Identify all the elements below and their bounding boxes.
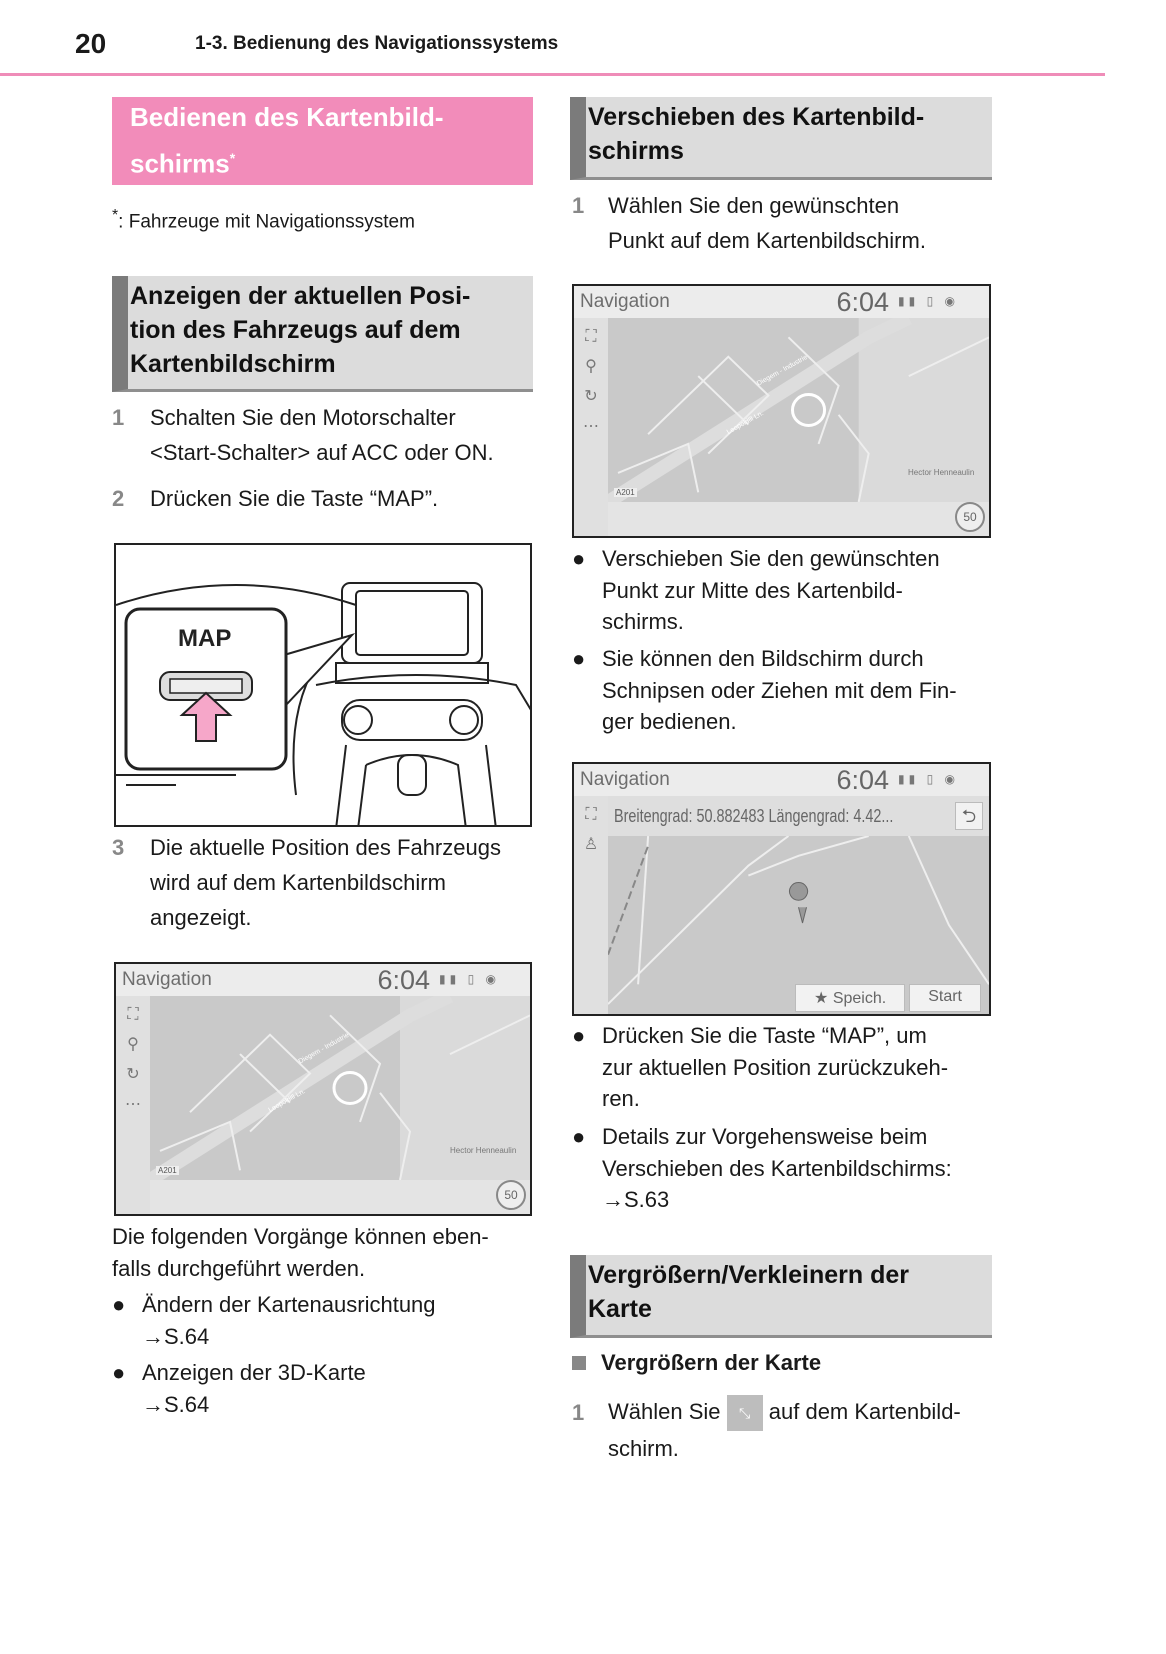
footnote-marker: * <box>112 207 119 224</box>
bullet-icon: ● <box>572 646 586 671</box>
status-icons: ▮▮ ▯ ◉ <box>898 772 959 786</box>
para-line: Die folgenden Vorgänge können eben- <box>112 1224 489 1249</box>
step-line: <Start-Schalter> auf ACC oder ON. <box>150 440 494 465</box>
more-icon[interactable]: ⋯ <box>125 1096 141 1113</box>
orientation-icon[interactable]: ↻ <box>126 1066 140 1083</box>
svg-text:Diegem - Industrie: Diegem - Industrie <box>297 1031 351 1066</box>
bullet-line: ger bedienen. <box>602 709 737 734</box>
expand-icon[interactable]: ⛶ <box>127 1006 139 1023</box>
map-button-label: MAP <box>178 625 232 652</box>
step-line: Schalten Sie den Motorschalter <box>150 405 456 430</box>
chapter-title: 1-3. Bedienung des Navigationssystems <box>195 33 559 54</box>
bullet-icon: ● <box>572 1023 586 1048</box>
bullet-line: schirms. <box>602 609 684 634</box>
nav-clock: 6:04 <box>377 965 430 995</box>
navigation-screen-scrolled <box>572 762 991 1016</box>
page-reference-link[interactable]: →S.64 <box>142 1323 210 1349</box>
step-text-part: Wählen Sie <box>608 1399 721 1424</box>
step-text: Drücken Sie die Taste “MAP”. <box>150 486 439 511</box>
step-number: 2 <box>112 486 125 511</box>
start-button[interactable]: Start <box>909 984 981 1012</box>
step-text <box>150 830 501 935</box>
svg-text:Diegem - Industrie: Diegem - Industrie <box>755 353 809 388</box>
bullet-line: Ändern der Kartenausrichtung <box>142 1292 436 1317</box>
step-number: 3 <box>112 835 125 860</box>
expand-icon[interactable]: ⛶ <box>585 328 597 345</box>
step-number: 1 <box>572 193 585 218</box>
dashboard-drawing <box>116 545 532 827</box>
step-text <box>608 1394 961 1466</box>
search-icon[interactable]: ⚲ <box>127 1036 139 1053</box>
section-title-line: Bedienen des Kartenbild- <box>130 102 444 132</box>
bullet-item <box>572 1121 952 1216</box>
step-text <box>608 188 926 258</box>
map-action-buttons <box>795 984 981 1012</box>
nav-clock: 6:04 <box>836 287 889 317</box>
heading-line: Vergrößern/Verkleinern der <box>588 1261 909 1289</box>
footnote <box>112 207 415 233</box>
footnote-text: : Fahrzeuge mit Navigationssystem <box>118 211 415 233</box>
street-label: Hector Henneaulin <box>908 468 975 477</box>
para-line: falls durchgeführt werden. <box>112 1255 366 1281</box>
bullet-line: Drücken Sie die Taste “MAP”, um <box>602 1023 927 1048</box>
more-icon[interactable]: ⋯ <box>583 418 599 435</box>
paragraph <box>112 1221 489 1284</box>
subsection-title: Vergrößern der Karte <box>601 1350 822 1375</box>
bullet-item <box>112 1357 366 1420</box>
heading-line: Anzeigen der aktuellen Posi- <box>130 282 471 310</box>
nav-title: Navigation <box>580 769 670 790</box>
nav-header <box>574 764 989 796</box>
header-rule <box>0 73 1105 76</box>
status-icons: ▮▮ ▯ ◉ <box>439 972 500 986</box>
page-reference-link[interactable]: →S.64 <box>142 1391 210 1417</box>
bullet-icon: ● <box>112 1360 126 1385</box>
speed-limit: 50 <box>955 502 985 532</box>
bullet-line: Verschieben Sie den gewünschten <box>602 546 940 571</box>
coordinates-text: Breitengrad: 50.882483 Längengrad: 4.42... <box>614 806 894 826</box>
bullet-icon: ● <box>572 546 586 571</box>
nav-title: Navigation <box>580 291 670 312</box>
step-line: angezeigt. <box>150 905 252 930</box>
square-bullet-icon <box>572 1356 586 1370</box>
nav-sidebar <box>574 796 608 1014</box>
page-number: 20 <box>75 28 107 59</box>
zoom-expand-icon: ⤡ <box>727 1395 763 1431</box>
step-line: Wählen Sie den gewünschten <box>608 193 900 218</box>
svg-text:Leopoldlll Ln.: Leopoldlll Ln. <box>725 410 766 436</box>
road-label: A201 <box>616 488 635 497</box>
navigation-screen <box>114 962 532 1216</box>
bullet-line: ren. <box>602 1086 640 1111</box>
road-label: A201 <box>158 1166 177 1175</box>
bullet-icon: ● <box>572 1124 586 1149</box>
nav-clock: 6:04 <box>836 765 889 795</box>
heading-line: tion des Fahrzeugs auf dem <box>130 316 461 344</box>
nav-sidebar <box>116 996 150 1214</box>
heading-line: schirms <box>588 137 684 165</box>
svg-text:Leopoldlll Ln.: Leopoldlll Ln. <box>267 1088 307 1114</box>
step-text-part: auf dem Kartenbild- <box>768 1399 961 1424</box>
footnote-marker: * <box>229 150 236 166</box>
bullet-line: zur aktuellen Position zurückzukeh- <box>602 1054 949 1080</box>
nav-header <box>574 286 989 318</box>
nav-title: Navigation <box>122 969 212 990</box>
section-title <box>112 97 533 185</box>
step-line: schirm. <box>608 1436 679 1462</box>
nav-sidebar <box>574 318 608 536</box>
back-icon[interactable]: ⮌ <box>955 802 983 830</box>
save-button[interactable]: ★ Speich. <box>795 984 905 1012</box>
nav-header <box>116 964 530 996</box>
bullet-item <box>572 543 940 638</box>
bullet-line: Punkt zur Mitte des Kartenbild- <box>602 577 903 603</box>
step-line: Die aktuelle Position des Fahrzeugs <box>150 835 501 860</box>
bullet-icon: ● <box>112 1292 126 1317</box>
heading-line: Verschieben des Kartenbild- <box>588 103 925 131</box>
map-area[interactable] <box>608 318 989 502</box>
person-icon[interactable]: ♙ <box>583 836 599 853</box>
bullet-line: Schnipsen oder Ziehen mit dem Fin- <box>602 677 957 703</box>
step-text <box>150 400 494 470</box>
heading-move-map <box>570 97 992 180</box>
expand-icon[interactable]: ⛶ <box>585 806 597 823</box>
bullet-line: Sie können den Bildschirm durch <box>602 646 924 671</box>
dashboard-illustration <box>114 543 532 827</box>
step-number: 1 <box>572 1400 585 1425</box>
coordinates-bar <box>608 796 989 836</box>
map-area[interactable] <box>608 836 989 1014</box>
heading-zoom-map <box>570 1255 992 1338</box>
navigation-screen <box>572 284 991 538</box>
heading-line: Kartenbildschirm <box>130 350 336 378</box>
bullet-line: Verschieben des Kartenbildschirms: <box>602 1155 952 1181</box>
page-reference-link[interactable]: →S.63 <box>602 1187 670 1212</box>
bullet-item <box>572 643 957 738</box>
heading-line: Karte <box>588 1295 652 1323</box>
map-area[interactable] <box>150 996 530 1180</box>
status-icons: ▮▮ ▯ ◉ <box>898 294 959 308</box>
orientation-icon[interactable]: ↻ <box>584 388 598 405</box>
step-line: Punkt auf dem Kartenbildschirm. <box>608 228 926 253</box>
bullet-item <box>572 1020 948 1115</box>
speed-limit: 50 <box>496 1180 526 1210</box>
bullet-line: Anzeigen der 3D-Karte <box>142 1360 366 1385</box>
bullet-item <box>112 1289 436 1352</box>
bullet-line: Details zur Vorgehensweise beim <box>602 1124 928 1149</box>
section-title-line: schirms <box>130 148 230 179</box>
street-label: Hector Henneaulin <box>450 1146 517 1155</box>
step-line: wird auf dem Kartenbildschirm <box>150 870 446 895</box>
step-number: 1 <box>112 405 125 430</box>
subheading-current-position <box>112 276 533 392</box>
search-icon[interactable]: ⚲ <box>585 358 597 375</box>
